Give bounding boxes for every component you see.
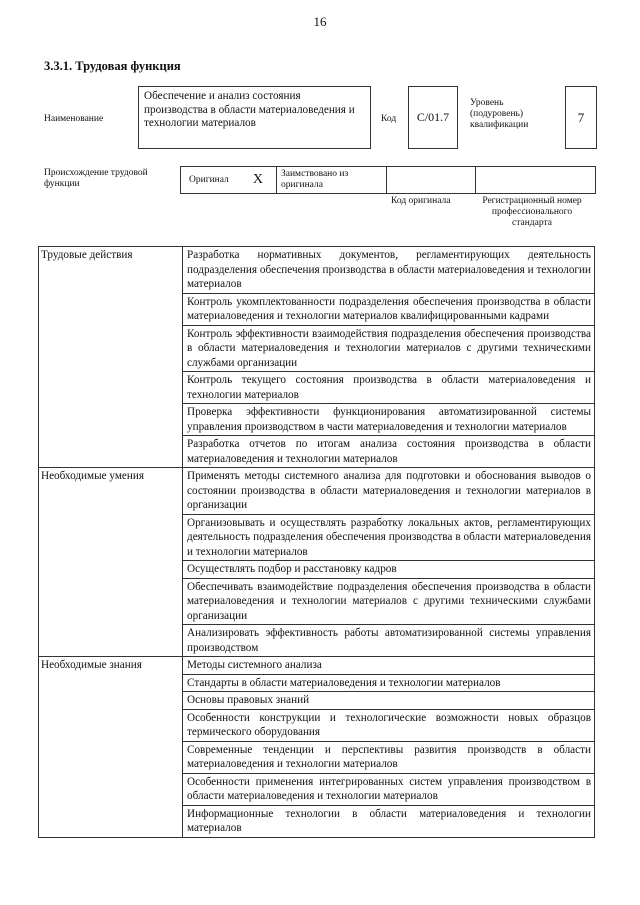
group-title: Трудовые действия <box>39 247 183 467</box>
group-title: Необходимые умения <box>39 468 183 656</box>
original-label: Оригинал <box>189 174 229 185</box>
table-cell: Основы правовых знаний <box>183 691 594 709</box>
table-cell: Методы системного анализа <box>187 659 322 671</box>
table-cell: Применять методы системного анализа для подготовки и обоснования выводов о состоянии производства в области материаловедения и технологии материалов в организации <box>187 470 591 511</box>
level-label: Уровень (подуровень) квалификации <box>470 98 529 130</box>
reg-number-cell <box>476 167 595 193</box>
group-row <box>39 467 594 656</box>
original-cell <box>181 167 277 193</box>
table-cell: Стандарты в области материаловедения и технологии материалов <box>183 674 594 692</box>
group-title: Необходимые знания <box>39 657 183 837</box>
borrowed-label: Заимствовано из оригинала <box>277 167 387 193</box>
function-table <box>38 246 595 838</box>
table-cell: Особенности конструкции и технологические возможности новых образцов термического оборудования <box>183 709 594 741</box>
table-cell: Разработка отчетов по итогам анализа состояния производства в области материаловедения и технологии материалов <box>183 435 594 467</box>
table-cell: Контроль эффективности взаимодействия подразделения обеспечения производства в области материаловедения и технологии материалов с другими техническими службами организации <box>183 325 594 372</box>
origin-box <box>180 166 596 194</box>
reg-number-caption: Регистрационный номер профессионального стандарта <box>482 196 582 228</box>
group-items <box>183 657 594 837</box>
table-cell: Контроль текущего состояния производства в области материаловедения и технологии материалов <box>183 371 594 403</box>
code-value: C/01.7 <box>416 110 450 124</box>
page-number: 16 <box>313 14 327 29</box>
function-name: Обеспечение и анализ состояния производства в области материаловедения и технологии материалов <box>144 90 355 129</box>
origin-label: Происхождение трудовой функции <box>44 168 148 189</box>
group-items <box>183 468 594 656</box>
section-title: 3.3.1. Трудовая функция <box>44 59 181 73</box>
code-label: Код <box>381 114 397 124</box>
table-cell: Разработка нормативных документов, регламентирующих деятельность подразделения обеспечения производства в области материаловедения и технологии материалов <box>187 249 591 290</box>
function-name-box <box>138 86 371 149</box>
table-cell: Организовывать и осуществлять разработку локальных актов, регламентирующих деятельность подразделения обеспечения производства в области материаловедения и технологии материалов <box>183 514 594 561</box>
table-cell: Современные тенденции и перспективы развития производств в области материаловедения и технологии материалов <box>183 741 594 773</box>
table-cell: Обеспечивать взаимодействие подразделения обеспечения производства в области материаловедения и технологии материалов с другими техническими службами организации <box>183 578 594 625</box>
group-items <box>183 247 594 467</box>
code-box <box>408 86 458 149</box>
level-box <box>565 86 597 149</box>
table-cell: Анализировать эффективность работы автоматизированной системы управления производством <box>183 624 594 656</box>
level-value: 7 <box>577 109 585 125</box>
table-cell: Контроль укомплектованности подразделения обеспечения производства в области материаловедения и технологии материалов квалифицированными кадрами <box>183 293 594 325</box>
group-row <box>39 656 594 837</box>
table-cell: Проверка эффективности функционирования автоматизированной системы управления производством в части материаловедения и технологии материалов <box>183 403 594 435</box>
code-original-caption: Код оригинала <box>391 196 451 206</box>
table-cell: Осуществлять подбор и расстановку кадров <box>183 560 594 578</box>
code-original-cell <box>387 167 476 193</box>
group-row <box>39 247 594 467</box>
table-cell: Особенности применения интегрированных систем управления производством в области материаловедения и технологии материалов <box>183 773 594 805</box>
original-mark: X <box>252 172 263 187</box>
name-label: Наименование <box>44 114 104 124</box>
table-cell: Информационные технологии в области материаловедения и технологии материалов <box>183 805 594 837</box>
